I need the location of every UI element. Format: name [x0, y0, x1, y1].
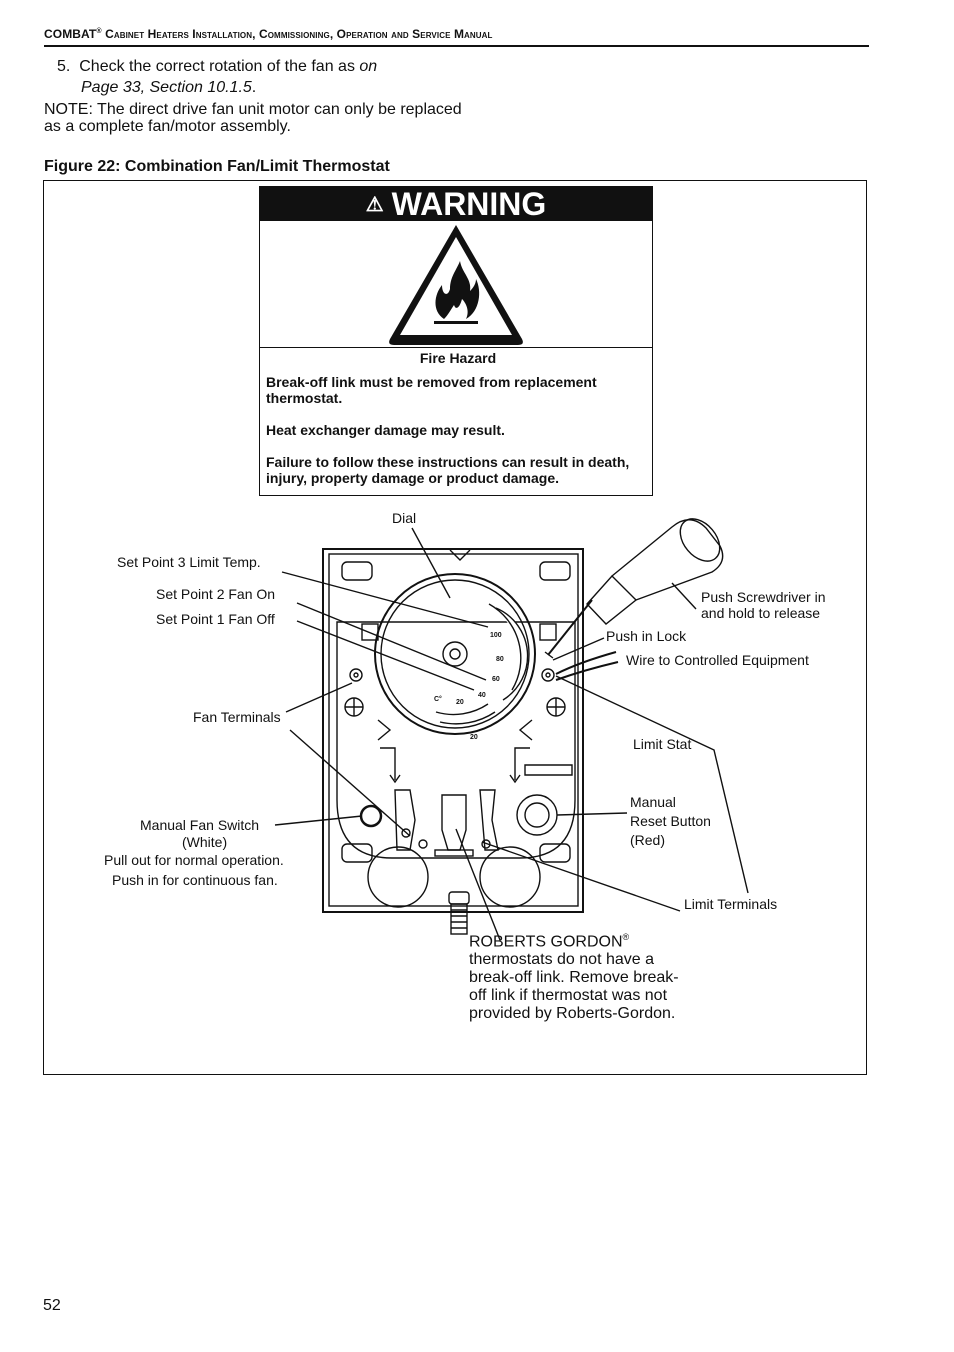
roberts-gordon-note: [469, 928, 689, 1023]
label-red: (Red): [630, 832, 666, 848]
label-dial: Dial: [392, 510, 417, 526]
warning-hazard: Fire Hazard: [419, 350, 497, 366]
dial-tick-20-outer: 20: [470, 734, 478, 741]
label-limit-stat: Limit Stat: [633, 736, 692, 752]
header-reg: ®: [96, 28, 102, 35]
step-ref-b: Page 33, Section 10.1.5: [81, 79, 252, 96]
rg-brand: ROBERTS GORDON: [469, 933, 623, 951]
label-pull-out: Pull out for normal operation.: [104, 852, 284, 868]
label-limit-terminals: Limit Terminals: [684, 896, 778, 912]
label-set-point-2: Set Point 2 Fan On: [156, 586, 276, 602]
header-brand: COMBAT: [44, 27, 97, 41]
label-white: (White): [182, 834, 228, 850]
label-manual-fan-switch: Manual Fan Switch: [140, 817, 260, 833]
figure-caption: Figure 22: Combination Fan/Limit Thermostat: [44, 158, 390, 175]
rg-text: thermostats do not have a break-off link. Remove break-off link if thermostat was not provided by Roberts-Gordon.: [469, 951, 679, 1023]
header-title: Cabinet Heaters Installation, Commissioning, Operation and Service Manual: [105, 27, 493, 41]
warning-line-1: Break-off link must be removed from replacement thermostat.: [266, 374, 597, 406]
note-text: NOTE: The direct drive fan unit motor can only be replaced as a complete fan/motor assembly.: [44, 101, 462, 135]
label-push-screwdriver-1: Push Screwdriver in: [701, 589, 826, 605]
label-push-in-lock: Push in Lock: [606, 628, 687, 644]
warning-line-2: Heat exchanger damage may result.: [266, 422, 505, 438]
warning-line-3: Failure to follow these instructions can result in death, injury, property damage or product damage.: [266, 454, 630, 486]
warning-triangle-icon: ⚠: [365, 194, 384, 216]
label-set-point-3: Set Point 3 Limit Temp.: [117, 554, 261, 570]
rg-reg: ®: [622, 932, 630, 942]
dial-tick-20: 20: [456, 699, 464, 706]
label-manual: Manual: [630, 794, 676, 810]
label-push-in: Push in for continuous fan.: [112, 872, 278, 888]
dial-tick-40: 40: [478, 692, 486, 699]
page-number: 52: [43, 1297, 61, 1314]
label-push-screwdriver-2: and hold to release: [701, 605, 821, 621]
dial-tick-100: 100: [490, 632, 502, 639]
step-number: 5.: [57, 58, 71, 75]
label-wire: Wire to Controlled Equipment: [626, 652, 809, 668]
dial-unit: C°: [434, 696, 442, 703]
label-fan-terminals: Fan Terminals: [193, 709, 281, 725]
label-set-point-1: Set Point 1 Fan Off: [156, 611, 275, 627]
warning-title: WARNING: [391, 186, 547, 222]
step-text: Check the correct rotation of the fan as: [79, 58, 355, 75]
step-ref-a: on: [359, 58, 378, 75]
dial-tick-80: 80: [496, 656, 504, 663]
dial-tick-60: 60: [492, 676, 500, 683]
step-end: .: [251, 79, 257, 96]
label-reset-button: Reset Button: [630, 813, 711, 829]
